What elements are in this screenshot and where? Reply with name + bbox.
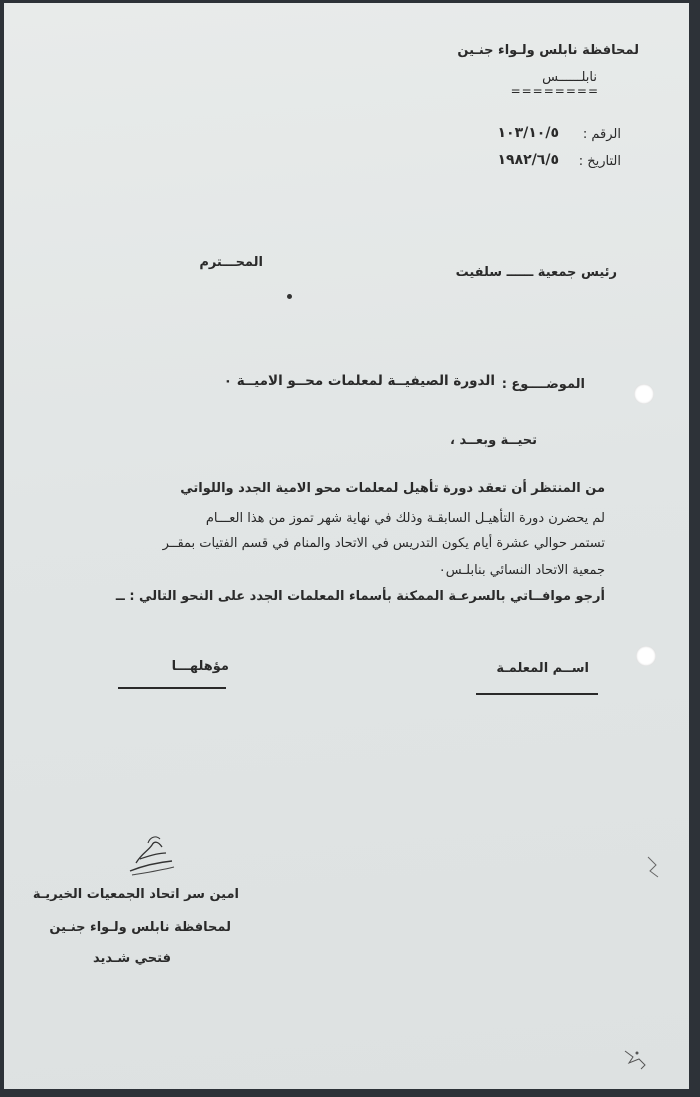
date-value: ١٩٨٢/٦/٥ [497,152,559,168]
qualification-rule [118,687,226,689]
document-page [4,3,689,1089]
body-line: جمعية الاتحاد النسائي بنابلـس٠ [438,563,605,578]
punch-hole-top [634,384,654,404]
punch-hole-bottom [636,646,656,666]
body-line: لم يحضرن دورة التأهيـل السابقـة وذلك في نهاية شهر تموز من هذا العـــام [205,511,605,526]
date-label: التاريخ : [578,154,621,169]
addressee-honorific: المحـــترم [199,255,263,270]
org-header-line: لمحافظة نابلس ولـواء جنـين [457,43,639,58]
signatory-title: امين سر اتحاد الجمعيات الخيريـة [32,887,239,902]
body-line: أرجو موافــاتي بالسرعـة الممكنة بأسماء المعلمات الجدد على النحو التالي : ــ [115,589,605,604]
body-line: تستمر حوالي عشرة أيام يكون التدريس في الاتحاد والمنام في قسم الفتيات بمقــر [162,536,605,551]
body-line: من المنتظر أن تعقد دورة تأهيل لمعلمات محو الامية الجدد واللواتي [180,481,605,496]
signatory-region: لمحافظة نابلس ولـواء جنـين [49,920,231,935]
subject-text: الدورة الصيفيــة لمعلمات محــو الاميــة ٠ [223,373,495,389]
subject-label: الموضــــوع : [501,377,585,392]
handwritten-signature [122,823,182,883]
teacher-name-rule [476,693,598,695]
corner-mark [619,1043,659,1073]
addressee-line: رئيس جمعية ــــــ سلفيت [455,265,617,280]
reference-number-label: الرقم : [582,127,621,142]
qualification-label: مؤهلهـــا [171,659,229,674]
city-header: نابلــــــس [542,70,597,85]
ink-dot [287,294,292,299]
greeting: تحيــة وبعــد ، [449,433,537,448]
reference-number: ١٠٣/١٠/٥ [497,125,559,141]
edge-mark [644,851,664,881]
teacher-name-label: اســم المعلمـة [496,661,589,676]
header-underline: ======== [510,84,599,98]
signatory-name: فتحي شـديد [93,951,171,966]
